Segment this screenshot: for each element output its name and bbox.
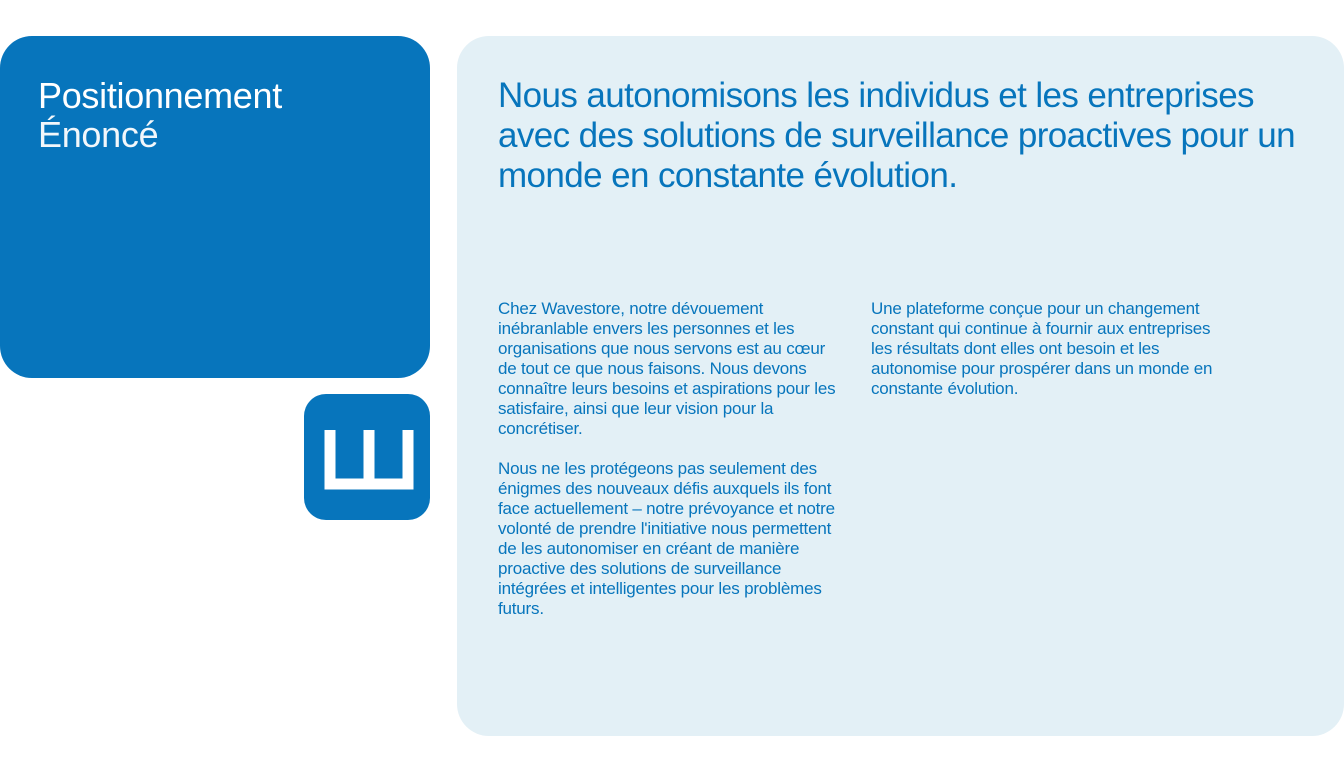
content-panel [457,36,1344,736]
body-paragraph: Nous ne les protégeons pas seulement des énigmes des nouveaux défis auxquels ils font face actuellement – notre prévoyance et notre volonté de prendre l'initiative nous permettent de les autonomiser en créant de manière proactive des solutions de surveillance intégrées et intelligentes pour les problèmes futurs. [498,459,835,618]
page-title: Positionnement [38,75,282,116]
page-subtitle: Énoncé [38,114,159,155]
title-card [0,36,430,378]
headline: Nous autonomisons les individus et les entreprises avec des solutions de surveillance proactives pour un monde en constante évolution. [498,76,1296,195]
left-column [498,299,848,639]
body-paragraph: Chez Wavestore, notre dévouement inébranlable envers les personnes et les organisations que nous servons est au cœur de tout ce que nous faisons. Nous devons connaître leurs besoins et aspirations pour les satisfaire, ainsi que leur vision pour la concrétiser. [498,299,836,438]
body-paragraph: Une plateforme conçue pour un changement constant qui continue à fournir aux entreprises les résultats dont elles ont besoin et les autonomise pour prospérer dans un monde en constante évolution. [871,299,1213,398]
right-column [871,299,1221,419]
wavestore-w-logo-icon [304,394,430,520]
wavestore-logo [304,394,430,520]
